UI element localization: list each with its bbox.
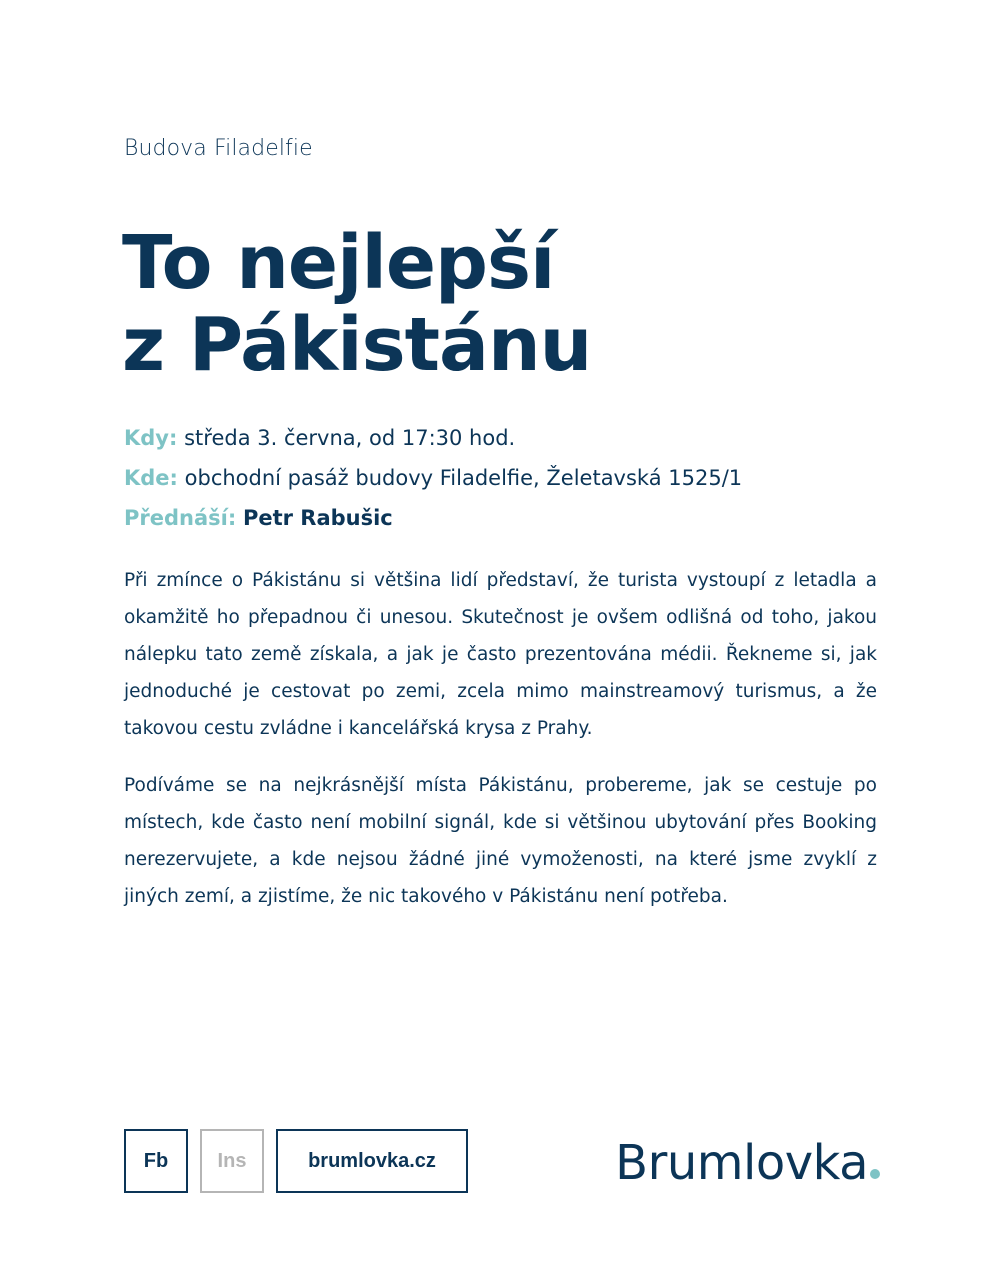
brumlovka-logo: [615, 1135, 880, 1191]
event-speaker-label: Přednáší:: [124, 506, 237, 530]
description-paragraph-2: Podíváme se na nejkrásnější místa Pákistánu, probereme, jak se cestuje po místech, kde často není mobilní signál, kde si většinou ubytování přes Booking nerezervujete, a kde nejsou žádné jiné vymoženosti, na které jsme zvyklí z jiných zemí, a zjistíme, že nic takového v Pákistánu není potřeba.: [124, 775, 877, 907]
event-date-label: Kdy:: [124, 426, 178, 450]
brand-name: Brumlovka: [615, 1135, 868, 1191]
event-description: [124, 562, 877, 935]
event-place-value: obchodní pasáž budovy Filadelfie, Želetavská 1525/1: [184, 466, 743, 490]
instagram-link[interactable]: [200, 1129, 264, 1193]
event-speaker-row: [124, 500, 884, 540]
instagram-label: Ins: [217, 1149, 247, 1172]
footer: [124, 1129, 880, 1193]
brand-dot-icon: [870, 1169, 880, 1179]
event-place-row: [124, 460, 884, 500]
event-date-value: středa 3. června, od 17:30 hod.: [184, 426, 516, 450]
event-place-label: Kde:: [124, 466, 178, 490]
website-link[interactable]: [276, 1129, 468, 1193]
event-details: [124, 420, 884, 540]
venue-name: Budova Filadelfie: [124, 136, 313, 161]
event-title-line-2: z Pákistánu: [122, 302, 592, 388]
event-title-line-1: To nejlepší: [122, 220, 555, 306]
description-paragraph-1: Při zmínce o Pákistánu si většina lidí představí, že turista vystoupí z letadla a okamžitě ho přepadnou či unesou. Skutečnost je ovšem odlišná od toho, jakou nálepku tato země získala, a jak je často prezentována médii. Řekneme si, jak jednoduché je cestovat po zemi, zcela mimo mainstreamový turismus, a že takovou cestu zvládne i kancelářská krysa z Prahy.: [124, 570, 877, 739]
website-label: brumlovka.cz: [308, 1149, 436, 1172]
event-title: [122, 222, 882, 386]
facebook-label: Fb: [143, 1149, 169, 1172]
event-speaker-value: Petr Rabušic: [242, 506, 393, 530]
facebook-link[interactable]: [124, 1129, 188, 1193]
event-date-row: [124, 420, 884, 460]
